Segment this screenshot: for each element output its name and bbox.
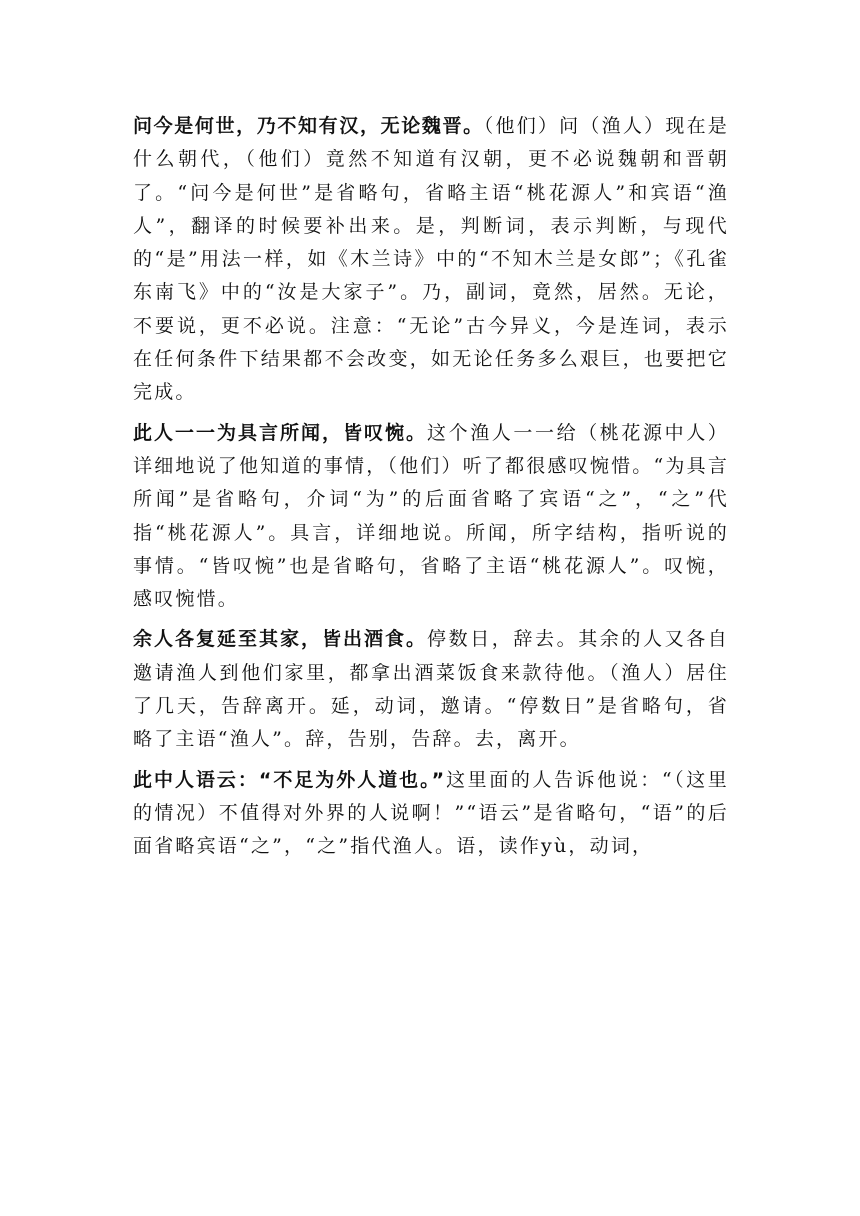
document-body [133, 110, 729, 871]
paragraph-2-lead: 此人一一为具言所闻，皆叹惋。 [133, 421, 427, 444]
paragraph-4 [133, 764, 729, 864]
paragraph-3-body: 停数日，辞去。其余的人又各自邀请渔人到他们家里，都拿出酒菜饭食来款待他。（渔人）居住了几天，告辞离开。延，动词，邀请。“停数日”是省略句，省略了主语“渔人”。辞，告别，告辞。去，离开。 [133, 628, 729, 751]
paragraph-4-lead: 此中人语云：“不足为外人道也。” [133, 768, 446, 791]
paragraph-2-body: 这个渔人一一给（桃花源中人）详细地说了他知道的事情，（他们）听了都很感叹惋惜。“为具言所闻”是省略句，介词“为”的后面省略了宾语“之”，“之”代指“桃花源人”。具言，详细地说。所闻，所字结构，指听说的事情。“皆叹惋”也是省略句，省略了主语“桃花源人”。叹惋，感叹惋惜。 [133, 421, 730, 611]
paragraph-4-body: 这里面的人告诉他说：“（这里的情况）不值得对外界的人说啊！”“语云”是省略句，“语”的后面省略宾语“之”，“之”指代渔人。语，读作yù，动词， [133, 768, 729, 858]
paragraph-3-lead: 余人各复延至其家，皆出酒食。 [133, 628, 427, 651]
paragraph-1-lead: 问今是何世，乃不知有汉，无论魏晋。 [133, 115, 484, 137]
paragraph-1 [133, 110, 729, 410]
paragraph-3 [133, 623, 729, 756]
paragraph-2 [133, 417, 729, 617]
paragraph-1-body: （他们）问（渔人）现在是什么朝代，（他们）竟然不知道有汉朝，更不必说魏朝和晋朝了。“问今是何世”是省略句，省略主语“桃花源人”和宾语“渔人”，翻译的时候要补出来。是，判断词，表示判断，与现代的“是”用法一样，如《木兰诗》中的“不知木兰是女郎”；《孔雀东南飞》中的“汝是大家子”。乃，副词，竟然，居然。无论，不要说，更不必说。注意：“无论”古今异义，今是连词，表示在任何条件下结果都不会改变，如无论任务多么艰巨，也要把它完成。 [133, 115, 730, 404]
